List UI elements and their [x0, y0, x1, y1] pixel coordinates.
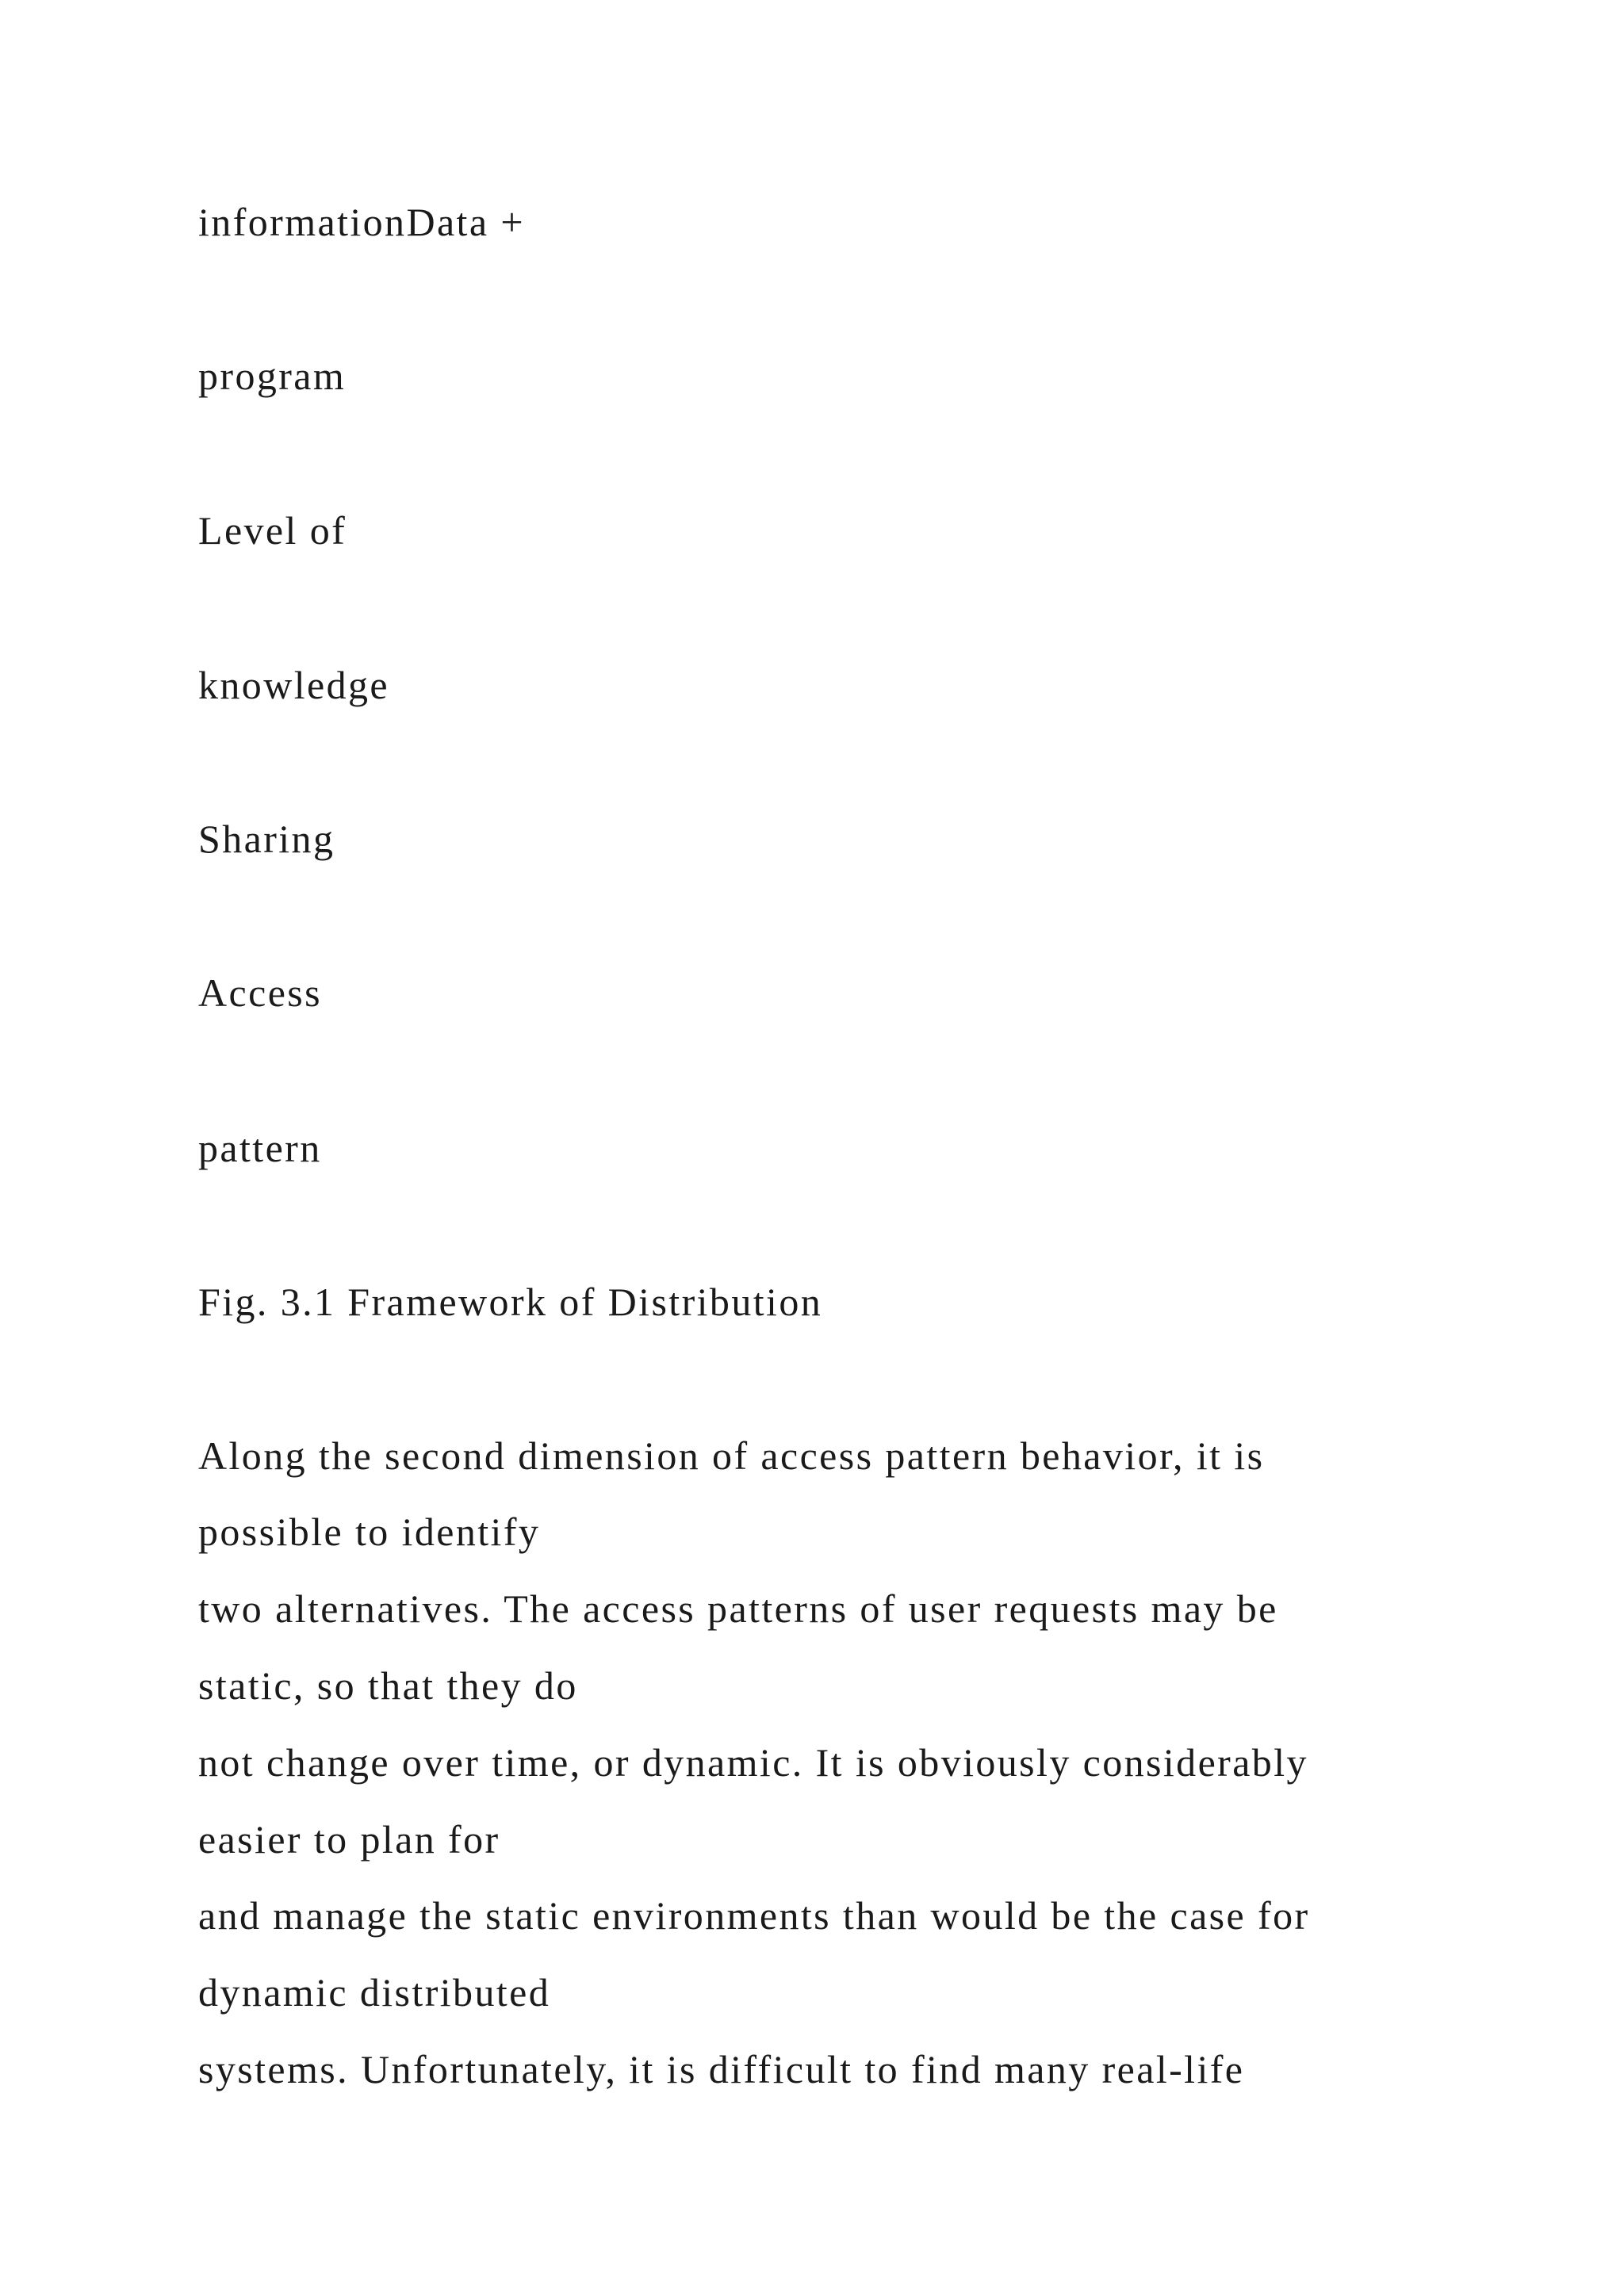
text-line: Access — [198, 970, 323, 1015]
text-line: Sharing — [198, 817, 335, 861]
text-line: pattern — [198, 1126, 322, 1170]
paragraph-line: and manage the static environments than would be the case for — [198, 1893, 1310, 1938]
paragraph-line: Along the second dimension of access pattern behavior, it is — [198, 1433, 1265, 1478]
paragraph-line: systems. Unfortunately, it is difficult to find many real-life — [198, 2047, 1245, 2091]
figure-caption: Fig. 3.1 Framework of Distribution — [198, 1280, 823, 1324]
paragraph-line: easier to plan for — [198, 1817, 500, 1862]
paragraph-line: static, so that they do — [198, 1663, 578, 1708]
text-line: Level of — [198, 508, 347, 553]
text-line: knowledge — [198, 663, 389, 707]
paragraph-line: dynamic distributed — [198, 1970, 551, 2015]
paragraph-line: not change over time, or dynamic. It is obviously considerably — [198, 1740, 1308, 1785]
text-line: program — [198, 354, 347, 398]
text-line: informationData + — [198, 200, 525, 244]
paragraph-line: possible to identify — [198, 1510, 541, 1554]
paragraph-line: two alternatives. The access patterns of user requests may be — [198, 1586, 1278, 1631]
